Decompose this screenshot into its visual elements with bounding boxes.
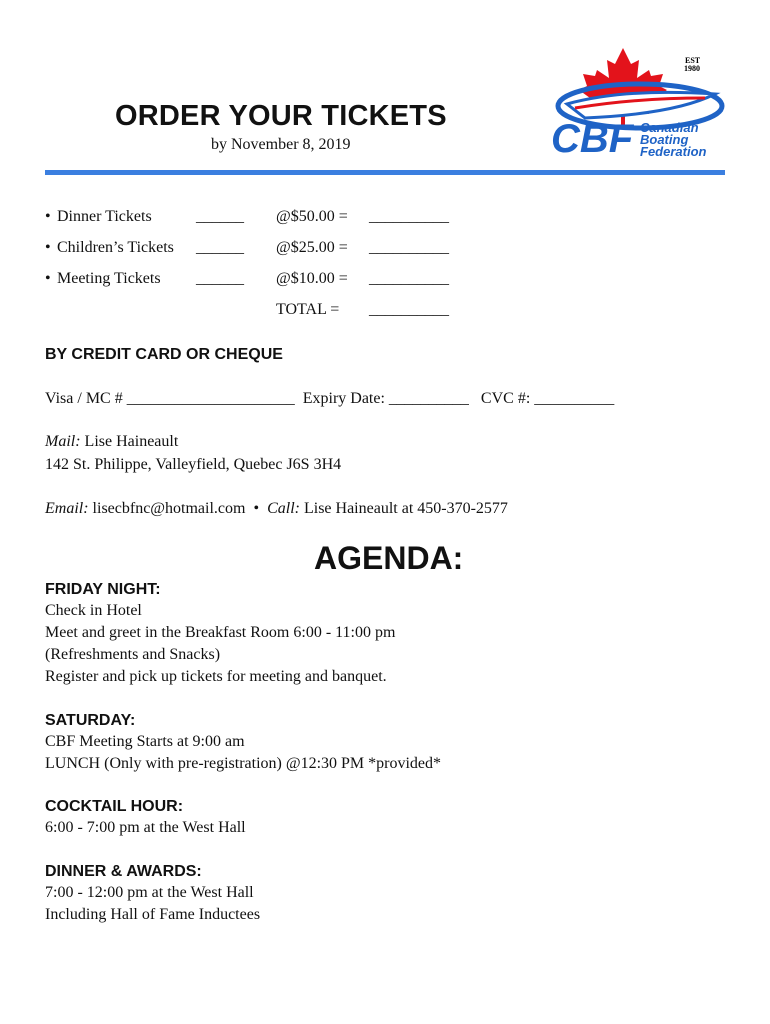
grand-total-blank[interactable]: __________ (369, 301, 449, 318)
cbf-logo-graphic (545, 48, 725, 163)
ticket-qty-blank[interactable]: ______ (196, 270, 244, 287)
mail-name: Lise Haineault (84, 433, 179, 450)
email-label: Email: (45, 500, 89, 517)
page-title: ORDER YOUR TICKETS (115, 100, 447, 132)
agenda-line: CBF Meeting Starts at 9:00 am (45, 733, 245, 750)
mail-address: 142 St. Philippe, Valleyfield, Quebec J6S 3H4 (45, 456, 342, 473)
cvc-label: CVC #: (480, 390, 531, 407)
agenda-line: 6:00 - 7:00 pm at the West Hall (45, 819, 246, 836)
expiry-blank[interactable]: __________ (388, 390, 469, 407)
ticket-name: Children’s Tickets (57, 239, 174, 256)
logo-name-line1: Canadian (640, 120, 699, 135)
est-year: 1980 (684, 64, 700, 73)
ticket-total-blank[interactable]: __________ (369, 270, 449, 287)
logo-name-line3: Federation (640, 144, 707, 159)
agenda-heading: COCKTAIL HOUR: (45, 798, 184, 815)
agenda-dinner (45, 862, 260, 926)
ticket-price: @$10.00 = (276, 270, 348, 287)
contact-separator: • (253, 500, 260, 517)
ticket-qty-blank[interactable]: ______ (196, 208, 244, 225)
ticket-price: @$25.00 = (276, 239, 348, 256)
agenda-heading: SATURDAY: (45, 712, 136, 729)
payment-heading: BY CREDIT CARD OR CHEQUE (45, 346, 283, 363)
call-label: Call: (267, 500, 300, 517)
logo-name-line2: Boating (640, 132, 689, 147)
bullet-icon: • (45, 270, 51, 287)
agenda-line: Meet and greet in the Breakfast Room 6:00 - 11:00 pm (45, 624, 396, 641)
ticket-total-blank[interactable]: __________ (369, 239, 449, 256)
ticket-row-children (45, 239, 685, 261)
agenda-heading: FRIDAY NIGHT: (45, 581, 161, 598)
ticket-row-dinner (45, 208, 685, 230)
ticket-name: Dinner Tickets (57, 208, 152, 225)
expiry-label: Expiry Date: (302, 390, 385, 407)
mail-line (45, 431, 178, 453)
header-divider (45, 170, 725, 175)
mail-label: Mail: (45, 433, 81, 450)
ticket-price: @$50.00 = (276, 208, 348, 225)
cvc-blank[interactable]: __________ (534, 390, 615, 407)
agenda-line: (Refreshments and Snacks) (45, 646, 221, 663)
agenda-heading: DINNER & AWARDS: (45, 863, 202, 880)
agenda-line: Including Hall of Fame Inductees (45, 906, 261, 923)
agenda-line: Check in Hotel (45, 602, 142, 619)
call-text: Lise Haineault at 450-370-2577 (303, 500, 508, 517)
ticket-total-blank[interactable]: __________ (369, 208, 449, 225)
ticket-name: Meeting Tickets (57, 270, 161, 287)
agenda-saturday (45, 711, 441, 775)
agenda-friday (45, 580, 395, 688)
card-line (45, 390, 614, 408)
card-label: Visa / MC # (45, 390, 123, 407)
page-subtitle: by November 8, 2019 (211, 136, 351, 153)
agenda-line: 7:00 - 12:00 pm at the West Hall (45, 884, 254, 901)
ticket-qty-blank[interactable]: ______ (196, 239, 244, 256)
agenda-cocktail (45, 797, 246, 839)
total-label: TOTAL = (276, 301, 340, 318)
agenda-line: Register and pick up tickets for meeting and banquet. (45, 668, 387, 685)
ticket-row-total (45, 301, 685, 323)
est-label: EST (685, 56, 701, 65)
bullet-icon: • (45, 239, 51, 256)
agenda-title: AGENDA: (314, 540, 464, 576)
ticket-row-meeting (45, 270, 685, 292)
bullet-icon: • (45, 208, 51, 225)
cbf-logo (545, 48, 725, 163)
card-number-blank[interactable]: _____________________ (126, 390, 295, 407)
contact-line (45, 498, 508, 520)
email-address[interactable]: lisecbfnc@hotmail.com (92, 500, 246, 517)
cbf-abbrev: CBF (551, 117, 634, 161)
agenda-line: LUNCH (Only with pre-registration) @12:30 PM *provided* (45, 755, 442, 772)
